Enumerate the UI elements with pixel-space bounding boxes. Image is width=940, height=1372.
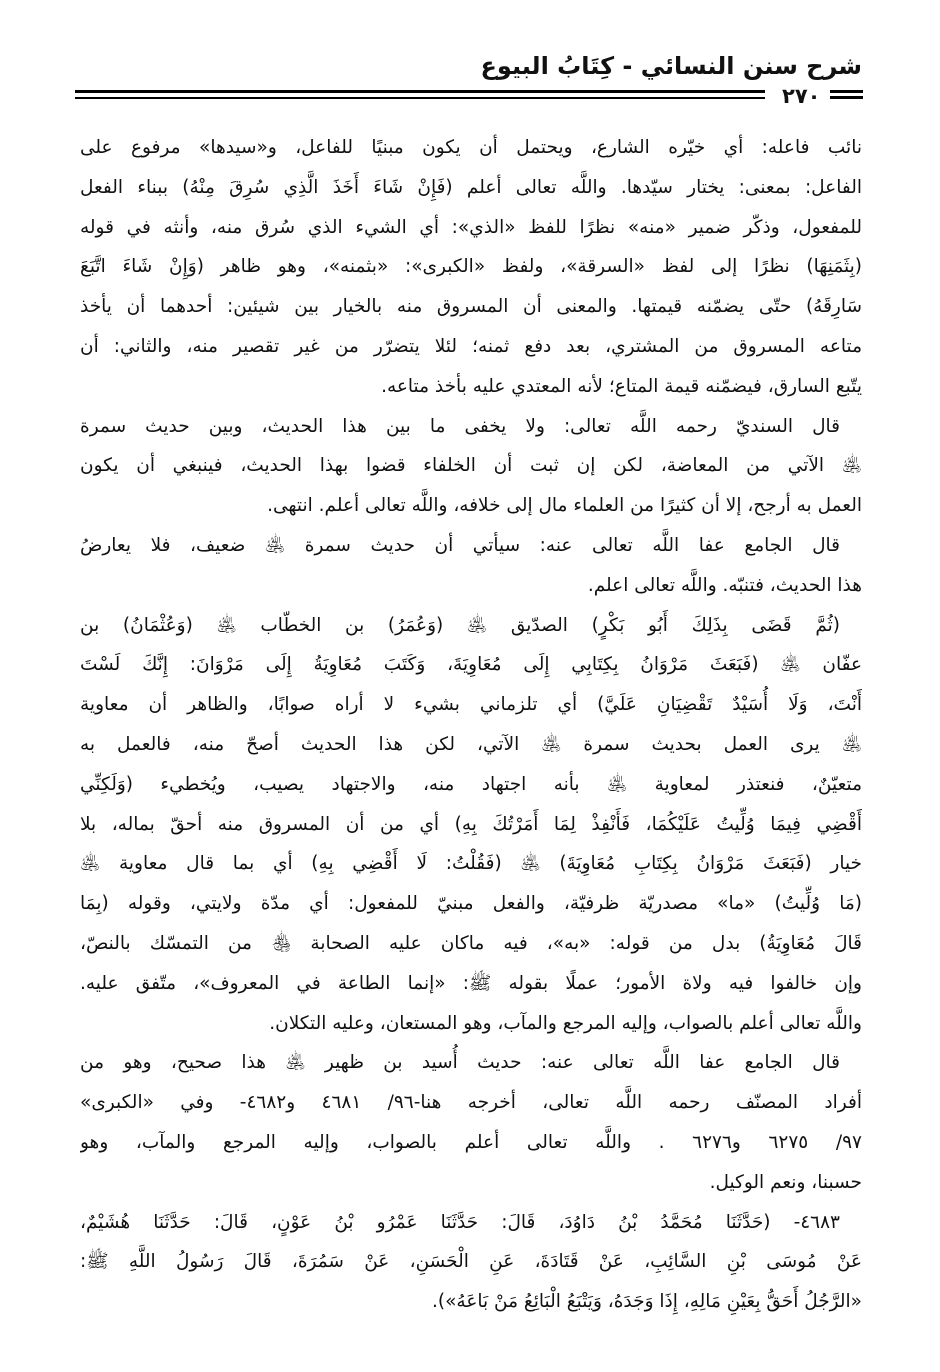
page-number: ٢٧٠ [782, 84, 821, 108]
paragraph [80, 1043, 862, 1202]
text-line: نائب فاعله: أي خيّره الشارع، ويحتمل أن يكون مبنيًا للفاعل، و«سيدها» مرفوع على [80, 137, 862, 158]
text-line: قَالَ مُعَاوِيَةُ) بدل من قوله: «به»، فيه ماكان عليه الصحابة ﵃ من التمسّك بالنصّ، [80, 932, 862, 954]
text-line: ٩٧/ ٦٢٧٥ و٦٢٧٦ . واللَّه تعالى أعلم بالصواب، وإليه المرجع والمآب، وهو [80, 1131, 862, 1153]
running-header-title: شرح سنن النسائي - كِتَابُ البيوع [480, 52, 862, 80]
text-line: سَارِقَهُ) حتّى يضمّنه قيمتها. والمعنى أن المسروق منه بالخيار بين شيئين: أحدهما أن يأخذ [80, 296, 862, 318]
text-line: ﵁ يرى العمل بحديث سمرة ﵁ الآتي، لكن هذا الحديث أصحّ منه، فالعمل به [80, 733, 862, 755]
paragraph [80, 606, 862, 1044]
text-line: متعيّنٌ، فنعتذر لمعاوية ﵁ بأنه اجتهاد منه، والاجتهاد يصيب، ويُخطيء (وَلَكِنِّي [80, 773, 862, 795]
text-line: وإن خالفوا فيه ولاة الأمور؛ عملًا بقوله ﷺ: «إنما الطاعة في المعروف»، متّفق عليه. [80, 972, 862, 994]
text-line: يتّبع السارق، فيضمّنه قيمة المتاع؛ لأنه المعتدي عليه بأخذ متاعه. [381, 375, 862, 397]
text-line: للمفعول، وذكّر ضمير «منه» نظرًا للفظ «الذي»: أي الشيء الذي سُرق منه، وأنثه في قوله [80, 216, 862, 238]
text-line: قال الجامع عفا اللَّه تعالى عنه: حديث أُسيد بن ظهير ﵁ هذا صحيح، وهو من [80, 1052, 840, 1074]
text-line: «الرَّجُلُ أَحَقُّ بِعَيْنِ مَالِهِ، إِذَا وَجَدَهُ، وَيَتْبَعُ الْبَائِعُ مَنْ بَاعَهُ»). [432, 1291, 862, 1313]
body-text [80, 128, 862, 1322]
text-line: قال السنديّ رحمه اللَّه تعالى: ولا يخفى ما بين هذا الحديث، وبين حديث سمرة [80, 415, 840, 437]
text-line: عفّان ﵁ (فَبَعَثَ مَرْوَانُ بِكِتَابِي إِلَى مُعَاوِيَةَ، وَكَتَبَ مُعَاوِيَةُ إِلَى مَرْوَانَ: إِنَّكَ لَسْتَ [80, 654, 862, 676]
text-line: الفاعل: بمعنى: يختار سيّدها. واللَّه تعالى أعلم (فَإِنْ شَاءَ أَخَذَ الَّذِي سُرِقَ مِنْهُ) ببناء الفعل [80, 176, 862, 198]
paragraph [80, 1203, 862, 1322]
text-line: ٤٦٨٣- (حَدَّثَنَا مُحَمَّدُ بْنُ دَاوُدَ، قَالَ: حَدَّثَنَا عَمْرُو بْنُ عَوْنٍ، قَالَ: حَدَّثَنَا هُشَيْمٌ، [80, 1211, 840, 1233]
text-line: أَنْتَ، وَلَا أُسَيْدٌ تَقْضِيَانِ عَلَيَّ) أي تلزماني بشيء لا أراه صوابًا، والظاهر أن معاوية [80, 694, 862, 716]
text-line: أفراد المصنّف رحمه اللَّه تعالى، أخرجه هنا-٩٦/ ٤٦٨١ و٤٦٨٢- وفي «الكبرى» [80, 1092, 862, 1114]
text-line: حسبنا، ونعم الوكيل. [709, 1171, 862, 1193]
text-line: واللَّه تعالى أعلم بالصواب، وإليه المرجع والمآب، وهو المستعان، وعليه التكلان. [269, 1012, 862, 1034]
header-rule-short [830, 90, 863, 99]
header-rule [75, 90, 765, 99]
text-line: متاعه المسروق من المشتري، بعد دفع ثمنه؛ لئلا يتضرّر من غير تقصير منه، والثاني: أن [80, 335, 862, 357]
paragraph [80, 128, 862, 407]
paragraph [80, 407, 862, 526]
text-line: هذا الحديث، فتنبّه. واللَّه تعالى اعلم. [587, 574, 862, 596]
text-line: ﵁ الآتي من المعاضة، لكن إن ثبت أن الخلفاء قضوا بهذا الحديث، فينبغي أن يكون [80, 455, 862, 477]
paragraph [80, 526, 862, 606]
text-line: (بِثَمَنِهَا) نظرًا إلى لفظ «السرقة»، ولفظ «الكبرى»: «بثمنه»، وهو ظاهر (وَإِنْ شَاءَ اتَّبَعَ [80, 256, 862, 278]
text-line: خيار (فَبَعَثَ مَرْوَانُ بِكِتَابِ مُعَاوِيَةَ) ﵁ (فَقُلْتُ: لَا أَقْضِي بِهِ) أي بما قال معاوية ﵁ [80, 853, 862, 875]
text-line: (مَا وُلِّيتُ) «ما» مصدريّة ظرفيّة، والفعل مبنيّ للمفعول: أي مدّة ولايتي، وقوله (بِمَا [80, 893, 862, 915]
text-line: عَنْ مُوسَى بْنِ السَّائِبِ، عَنْ قَتَادَةَ، عَنِ الْحَسَنِ، عَنْ سَمُرَةَ، قَالَ رَسُولُ اللَّهِ ﷺ: [80, 1251, 862, 1273]
text-line: (ثُمَّ قَضَى بِذَلِكَ أَبُو بَكْرٍ) الصدّيق ﵁ (وَعُمَرُ) بن الخطّاب ﵁ (وَعُثْمَانُ) بن [80, 614, 840, 636]
text-line: أَقْضِي فِيمَا وُلِّيتُ عَلَيْكُمَا، فَأَنْفِذْ لِمَا أَمَرْتُكَ بِهِ) أي من أن المسروق منه أحقّ بماله، بلا [80, 813, 862, 835]
text-line: العمل به أرجح، إلا أن كثيرًا من العلماء مال إلى خلافه، واللَّه تعالى أعلم. انتهى. [267, 495, 862, 517]
text-line: قال الجامع عفا اللَّه تعالى عنه: سيأتي أن حديث سمرة ﵁ ضعيف، فلا يعارضُ [80, 534, 840, 556]
